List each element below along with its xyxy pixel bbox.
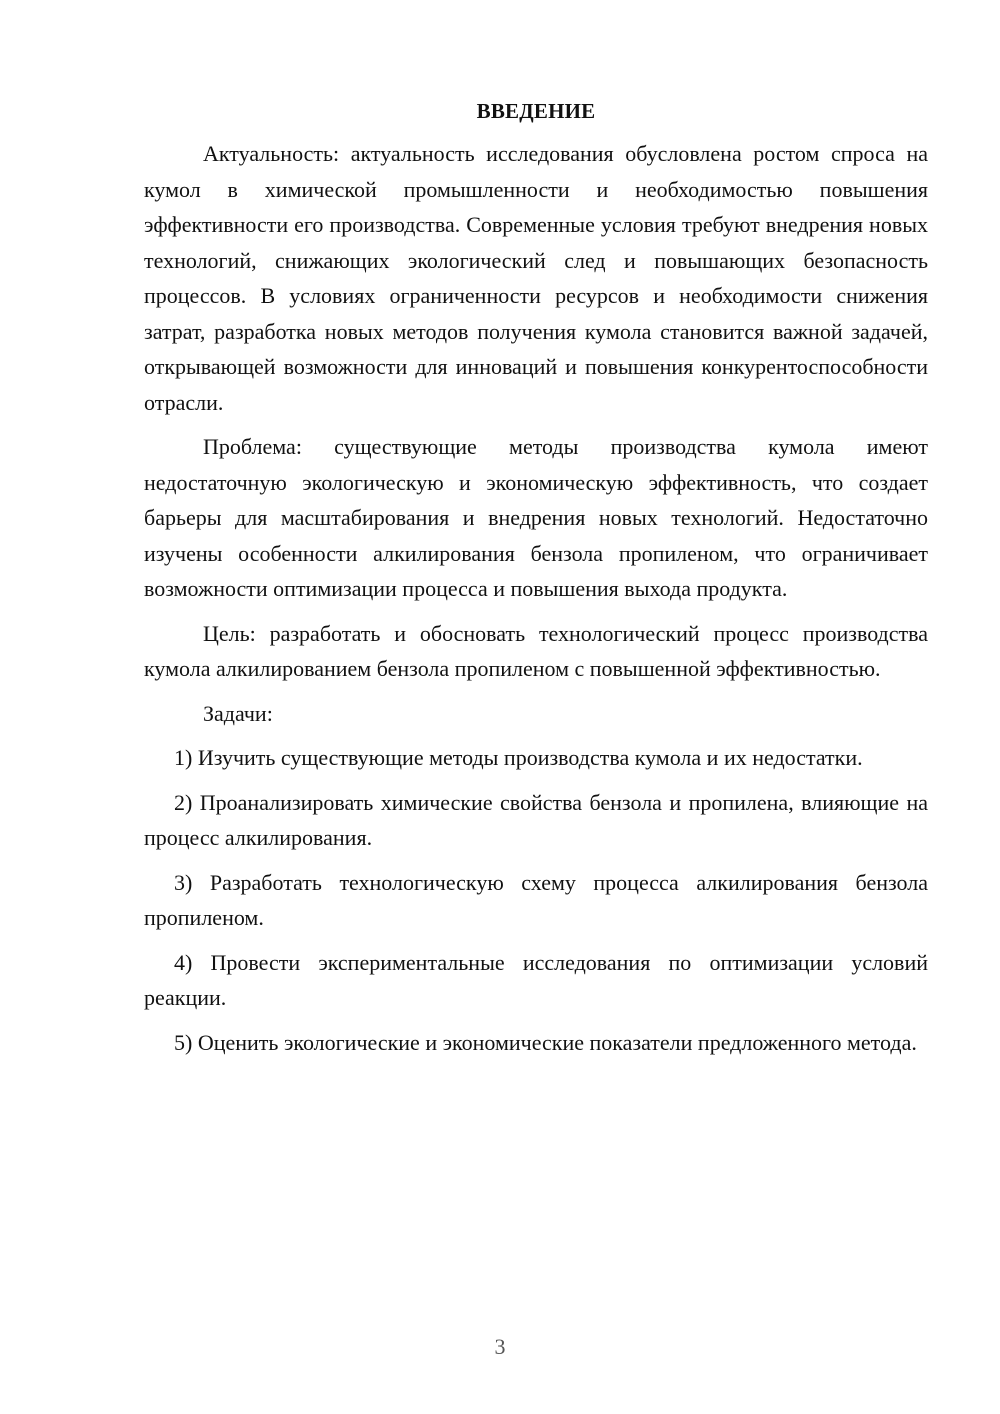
problem-paragraph: Проблема: существующие методы производства кумола имеют недостаточную экологическую и экономическую эффективность, что создает барьеры для масштабирования и внедрения новых технологий. Недостаточно изучены особенности алкилирования бензола пропиленом, что ограничивает возможности оптимизации процесса и повышения выхода продукта. [144, 434, 928, 601]
task-item-5: 5) Оценить экологические и экономические показатели предложенного метода. [174, 1030, 917, 1055]
tasks-list [144, 740, 928, 1060]
task-item-4: 4) Провести экспериментальные исследования по оптимизации условий реакции. [144, 950, 928, 1010]
page-content [144, 96, 928, 1070]
page-number: 3 [494, 1334, 506, 1359]
task-item-2: 2) Проанализировать химические свойства бензола и пропилена, влияющие на процесс алкилирования. [144, 790, 928, 850]
task-item-1: 1) Изучить существующие методы производства кумола и их недостатки. [174, 745, 863, 770]
relevance-paragraph: Актуальность: актуальность исследования обусловлена ростом спроса на кумол в химической промышленности и необходимостью повышения эффективности его производства. Современные условия требуют внедрения новых технологий, снижающих экологический след и повышающих безопасность процессов. В условиях ограниченности ресурсов и необходимости снижения затрат, разработка новых методов получения кумола становится важной задачей, открывающей возможности для инноваций и повышения конкурентоспособности отрасли. [144, 141, 928, 415]
goal-paragraph: Цель: разработать и обосновать технологический процесс производства кумола алкилированием бензола пропиленом с повышенной эффективностью. [144, 620, 928, 681]
tasks-label: Задачи: [203, 700, 273, 726]
task-item-3: 3) Разработать технологическую схему процесса алкилирования бензола пропиленом. [144, 870, 928, 930]
section-heading: ВВЕДЕНИЕ [476, 99, 596, 123]
